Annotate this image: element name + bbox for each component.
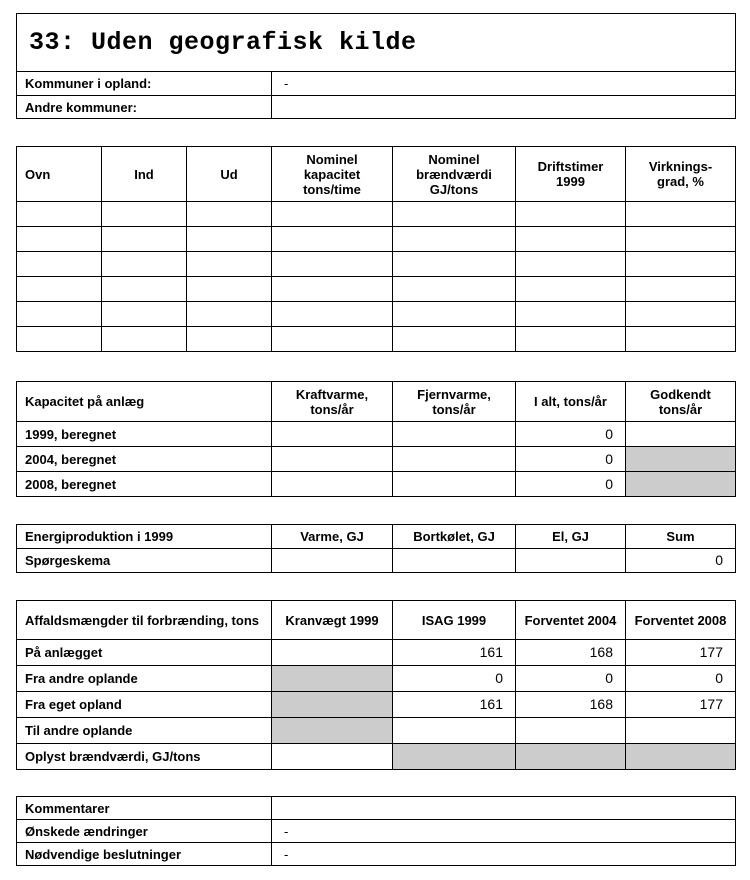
- energi-header-varme: Varme, GJ: [272, 525, 393, 549]
- affald-isag-value: [393, 718, 516, 744]
- kapacitet-table: [16, 381, 735, 497]
- table-row: [17, 744, 736, 770]
- ovn-header-kapacitet: Nominel kapacitet tons/time: [272, 147, 393, 202]
- kapacitet-row-label: 1999, beregnet: [17, 422, 272, 447]
- oenskede-aendringer-value: -: [272, 820, 736, 843]
- ovn-table: [16, 146, 735, 352]
- shaded-cell: [272, 666, 393, 692]
- kapacitet-header-ialt: I alt, tons/år: [516, 382, 626, 422]
- affald-header-kranvaegt: Kranvægt 1999: [272, 601, 393, 640]
- kommentarer-table: [16, 796, 735, 866]
- kommuner-label: Kommuner i opland:: [17, 72, 272, 96]
- kapacitet-header-kraftvarme: Kraftvarme, tons/år: [272, 382, 393, 422]
- table-row: [17, 227, 736, 252]
- ovn-header-virkningsgrad: Virknings-grad, %: [626, 147, 736, 202]
- shaded-cell: [272, 718, 393, 744]
- table-row: [17, 797, 736, 820]
- table-row: [17, 277, 736, 302]
- energi-header-sum: Sum: [626, 525, 736, 549]
- oenskede-aendringer-label: Ønskede ændringer: [17, 820, 272, 843]
- table-row: [17, 718, 736, 744]
- affald-header-label: Affaldsmængder til forbrænding, tons: [17, 601, 272, 640]
- header-block: [16, 13, 735, 119]
- kapacitet-header-godkendt: Godkendt tons/år: [626, 382, 736, 422]
- ovn-header-ovn: Ovn: [17, 147, 102, 202]
- andre-kommuner-label: Andre kommuner:: [17, 96, 272, 119]
- ovn-header-ud: Ud: [187, 147, 272, 202]
- affald-row-label: På anlægget: [17, 640, 272, 666]
- affald-f2008-value: [626, 718, 736, 744]
- table-row: [17, 302, 736, 327]
- ovn-header-braendvaerdi: Nominel brændværdi GJ/tons: [393, 147, 516, 202]
- energi-table: [16, 524, 735, 573]
- affald-f2008-value: 0: [626, 666, 736, 692]
- table-row: [17, 692, 736, 718]
- energi-row-label: Spørgeskema: [17, 549, 272, 573]
- affald-row-label: Oplyst brændværdi, GJ/tons: [17, 744, 272, 770]
- kapacitet-row-label: 2008, beregnet: [17, 472, 272, 497]
- table-row: [17, 422, 736, 447]
- affald-f2004-value: 168: [516, 640, 626, 666]
- energi-header-el: El, GJ: [516, 525, 626, 549]
- affald-isag-value: 0: [393, 666, 516, 692]
- kapacitet-header-fjernvarme: Fjernvarme, tons/år: [393, 382, 516, 422]
- affald-f2008-value: 177: [626, 640, 736, 666]
- energi-header-bortkoelet: Bortkølet, GJ: [393, 525, 516, 549]
- kommuner-value: -: [272, 72, 736, 96]
- table-row: [17, 327, 736, 352]
- affald-f2004-value: 168: [516, 692, 626, 718]
- table-row: [17, 820, 736, 843]
- table-row: [17, 202, 736, 227]
- affald-row-label: Fra andre oplande: [17, 666, 272, 692]
- affald-f2004-value: 0: [516, 666, 626, 692]
- kapacitet-ialt-value: 0: [516, 472, 626, 497]
- noedvendige-beslutninger-value: -: [272, 843, 736, 866]
- affald-isag-value: 161: [393, 692, 516, 718]
- ovn-header-driftstimer: Driftstimer 1999: [516, 147, 626, 202]
- affald-row-label: Fra eget opland: [17, 692, 272, 718]
- table-row: [17, 472, 736, 497]
- kapacitet-row-label: 2004, beregnet: [17, 447, 272, 472]
- ovn-header-ind: Ind: [102, 147, 187, 202]
- shaded-cell: [626, 744, 736, 770]
- affald-header-isag: ISAG 1999: [393, 601, 516, 640]
- shaded-cell: [393, 744, 516, 770]
- kommentarer-value: [272, 797, 736, 820]
- page-title: 33: Uden geografisk kilde: [17, 14, 736, 72]
- affald-table: [16, 600, 735, 770]
- table-row: [17, 666, 736, 692]
- affald-f2004-value: [516, 718, 626, 744]
- andre-kommuner-value: [272, 96, 736, 119]
- table-row: [17, 252, 736, 277]
- energi-sum-value: 0: [626, 549, 736, 573]
- shaded-cell: [516, 744, 626, 770]
- kapacitet-ialt-value: 0: [516, 422, 626, 447]
- table-row: [17, 640, 736, 666]
- shaded-cell: [626, 472, 736, 497]
- affald-row-label: Til andre oplande: [17, 718, 272, 744]
- kapacitet-header-label: Kapacitet på anlæg: [17, 382, 272, 422]
- kommentarer-label: Kommentarer: [17, 797, 272, 820]
- shaded-cell: [626, 447, 736, 472]
- kapacitet-ialt-value: 0: [516, 447, 626, 472]
- table-row: [17, 447, 736, 472]
- table-row: [17, 843, 736, 866]
- shaded-cell: [272, 692, 393, 718]
- energi-header-label: Energiproduktion i 1999: [17, 525, 272, 549]
- noedvendige-beslutninger-label: Nødvendige beslutninger: [17, 843, 272, 866]
- affald-f2008-value: 177: [626, 692, 736, 718]
- table-row: [17, 549, 736, 573]
- affald-isag-value: 161: [393, 640, 516, 666]
- affald-header-forventet-2008: Forventet 2008: [626, 601, 736, 640]
- affald-header-forventet-2004: Forventet 2004: [516, 601, 626, 640]
